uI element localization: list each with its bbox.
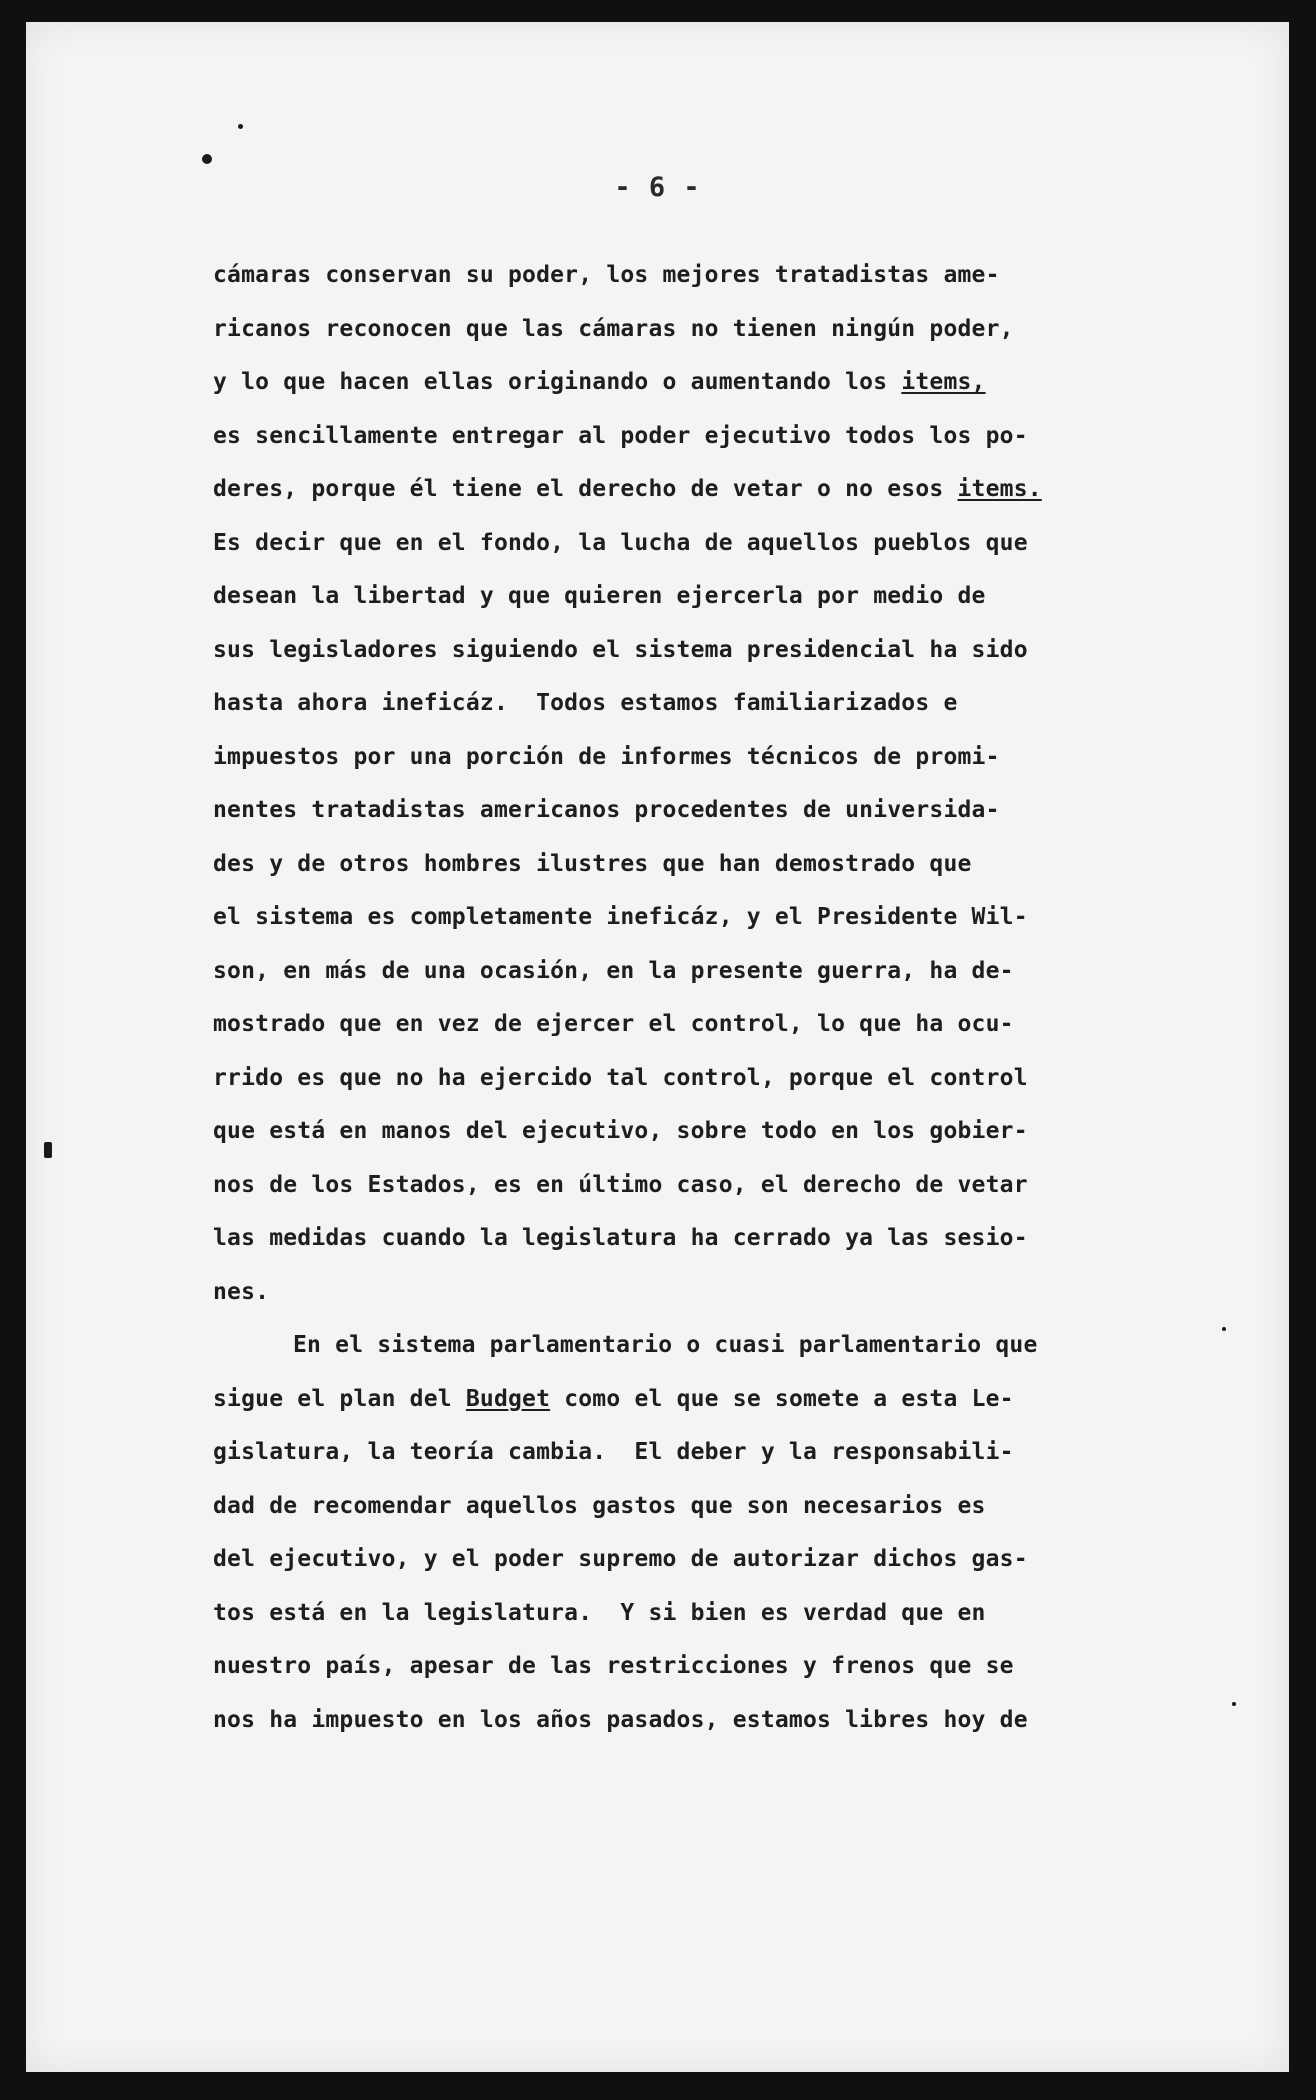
- text-line: des y de otros hombres ilustres que han demostrado que: [213, 850, 972, 877]
- text-line: ricanos reconocen que las cámaras no tienen ningún poder,: [213, 315, 1014, 342]
- text-line: [213, 1385, 1153, 1439]
- text-segment: deres, porque él tiene el derecho de vetar o no esos: [213, 476, 958, 502]
- underlined-word: items,: [901, 369, 986, 395]
- text-line: el sistema es completamente ineficáz, y el Presidente Wil-: [213, 904, 1028, 930]
- ink-speck: [238, 124, 243, 129]
- text-line: nos ha impuesto en los años pasados, estamos libres hoy de: [213, 1706, 1028, 1733]
- text-line: es sencillamente entregar al poder ejecutivo todos los po-: [213, 422, 1028, 449]
- ink-speck: [1232, 1702, 1236, 1706]
- page-number: - 6 -: [614, 172, 701, 203]
- text-segment: como el que se somete a esta Le-: [550, 1385, 1014, 1412]
- text-line: [213, 368, 1153, 422]
- text-line: mostrado que en vez de ejercer el control, lo que ha ocu-: [213, 1011, 1014, 1037]
- ink-speck: [44, 1142, 52, 1158]
- text-line: las medidas cuando la legislatura ha cerrado ya las sesio-: [213, 1225, 1028, 1251]
- text-line: que está en manos del ejecutivo, sobre todo en los gobier-: [213, 1118, 1028, 1144]
- body-text: [213, 261, 1153, 1759]
- text-line: hasta ahora ineficáz. Todos estamos familiarizados e: [213, 690, 958, 716]
- underlined-word: items.: [957, 476, 1042, 502]
- text-line: gislatura, la teoría cambia. El deber y la responsabili-: [213, 1439, 1014, 1465]
- text-segment: sigue el plan del: [213, 1385, 466, 1412]
- ink-speck: [1222, 1327, 1226, 1331]
- text-line: nos de los Estados, es en último caso, el derecho de vetar: [213, 1171, 1028, 1198]
- text-line: son, en más de una ocasión, en la presente guerra, ha de-: [213, 957, 1014, 984]
- text-line: sus legisladores siguiendo el sistema presidencial ha sido: [213, 636, 1028, 663]
- text-segment: y lo que hacen ellas originando o aumentando los: [213, 369, 902, 395]
- text-line: del ejecutivo, y el poder supremo de autorizar dichos gas-: [213, 1546, 1028, 1572]
- paragraph-start-line: En el sistema parlamentario o cuasi parlamentario que: [293, 1332, 1038, 1358]
- text-line: nentes tratadistas americanos procedentes de universida-: [213, 797, 1000, 823]
- text-line: dad de recomendar aquellos gastos que son necesarios es: [213, 1492, 986, 1519]
- ink-speck: [202, 154, 212, 164]
- text-line: nuestro país, apesar de las restricciones y frenos que se: [213, 1653, 1014, 1679]
- text-line: cámaras conservan su poder, los mejores tratadistas ame-: [213, 262, 1000, 288]
- underlined-word: Budget: [465, 1385, 551, 1412]
- text-line: desean la libertad y que quieren ejercerla por medio de: [213, 583, 986, 609]
- text-line: nes.: [213, 1278, 270, 1305]
- typewritten-page: [26, 22, 1289, 2072]
- text-line: Es decir que en el fondo, la lucha de aquellos pueblos que: [213, 529, 1028, 556]
- text-line: [213, 475, 1153, 529]
- text-line: tos está en la legislatura. Y si bien es verdad que en: [213, 1599, 986, 1626]
- text-line: impuestos por una porción de informes técnicos de promi-: [213, 743, 1000, 770]
- text-line: rrido es que no ha ejercido tal control, porque el control: [213, 1064, 1028, 1091]
